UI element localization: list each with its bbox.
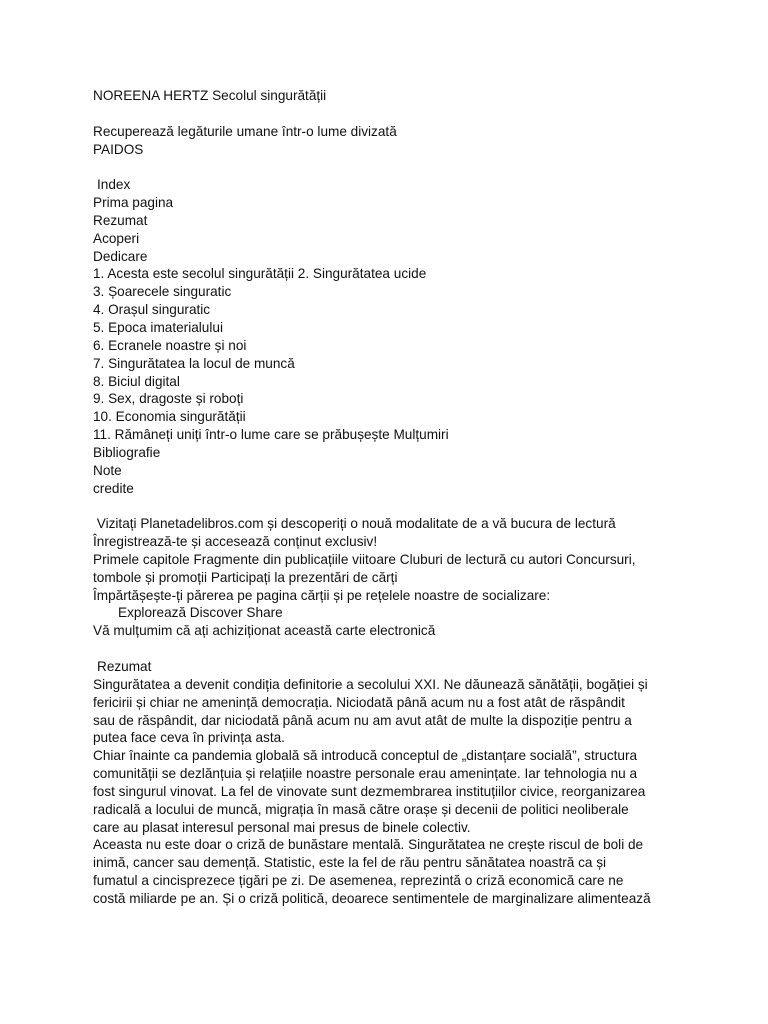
summary-line: Aceasta nu este doar o criză de bunăstare mentală. Singurătatea ne crește riscul de boli de xyxy=(93,837,644,853)
index-item: 8. Biciul digital xyxy=(93,373,180,389)
index-item: Bibliografie xyxy=(93,444,161,460)
summary-line: fumatul a cincisprezece țigări pe zi. De asemenea, reprezintă o criză economică care ne xyxy=(93,873,624,889)
publisher: PAIDOS xyxy=(93,141,144,157)
promo-line: Împărtășește-ți părerea pe pagina cărții și pe rețelele noastre de socializare: xyxy=(93,587,551,603)
summary-line: costă miliarde pe an. Și o criză politică, deoarece sentimentele de marginalizare alimentează xyxy=(93,890,651,906)
index-item: 11. Rămâneți uniți într-o lume care se prăbușește Mulțumiri xyxy=(93,427,449,443)
index-item: 7. Singurătatea la locul de muncă xyxy=(93,355,295,371)
index-item: Acoperi xyxy=(93,230,140,246)
index-item: 3. Șoarecele singuratic xyxy=(93,284,232,300)
summary-line: putea face ceva în privința asta. xyxy=(93,730,285,746)
promo-block xyxy=(93,515,698,640)
index-item: Dedicare xyxy=(93,248,148,264)
index-item: credite xyxy=(93,480,134,496)
promo-line: Primele capitole Fragmente din publicațiile viitoare Cluburi de lectură cu autori Concursuri, xyxy=(93,551,636,567)
summary-line: inimă, cancer sau demență. Statistic, este la fel de rău pentru sănătatea noastră ca și xyxy=(93,855,607,871)
explore-links: Explorează Discover Share xyxy=(118,605,283,621)
index-item: 10. Economia singurătății xyxy=(93,409,246,425)
index-item: 4. Orașul singuratic xyxy=(93,302,211,318)
summary-line: radicală a locului de muncă, migrația în masă către orașe și decenii de politici neoliberale xyxy=(93,801,629,817)
summary-line: sau de răspândit, dar niciodată până acum nu am avut atât de multe la dispoziție pentru a xyxy=(93,712,632,728)
summary-line: comunității se dezlănțuia și relațiile noastre personale erau amenințate. Iar tehnologia nu a xyxy=(93,766,638,782)
promo-line: Vizitați Planetadelibros.com și descoperiți o nouă modalitate de a vă bucura de lectură xyxy=(93,516,616,532)
index-item: 1. Acesta este secolul singurătății 2. Singurătatea ucide xyxy=(93,266,427,282)
summary-line: care au plasat interesul personal mai presus de binele colectiv. xyxy=(93,819,471,835)
index-heading: Index xyxy=(97,177,131,193)
summary-line: Chiar înainte ca pandemia globală să introducă conceptul de „distanțare socială”, structura xyxy=(93,748,638,764)
index-item: Prima pagina xyxy=(93,195,174,211)
thanks-line: Vă mulțumim că ați achiziționat această carte electronică xyxy=(93,623,436,639)
index-item: 9. Sex, dragoste și roboți xyxy=(93,391,244,407)
promo-line: Înregistrează-te și accesează conținut exclusiv! xyxy=(93,534,378,550)
promo-line: tombole și promoții Participați la prezentări de cărți xyxy=(93,569,398,585)
index-list xyxy=(93,194,698,497)
index-item: Note xyxy=(93,462,122,478)
index-item: Rezumat xyxy=(93,212,148,228)
book-subtitle: Recuperează legăturile umane într-o lume divizată xyxy=(93,123,397,139)
summary-body xyxy=(93,676,698,908)
summary-heading: Rezumat xyxy=(97,659,152,674)
summary-line: Singurătatea a devenit condiția definitorie a secolului XXI. Ne dăunează sănătății, bogăției și xyxy=(93,676,648,692)
index-item: 5. Epoca imaterialului xyxy=(93,319,223,335)
book-title: NOREENA HERTZ Secolul singurătății xyxy=(93,88,327,103)
summary-line: fost singurul vinovat. La fel de vinovate sunt dezmembrarea instituțiilor civice, reorganizarea xyxy=(93,783,646,799)
summary-line: fericirii și chiar ne amenință democrația. Niciodată până acum nu a fost atât de răspândit xyxy=(93,694,625,710)
index-item: 6. Ecranele noastre și noi xyxy=(93,337,247,353)
